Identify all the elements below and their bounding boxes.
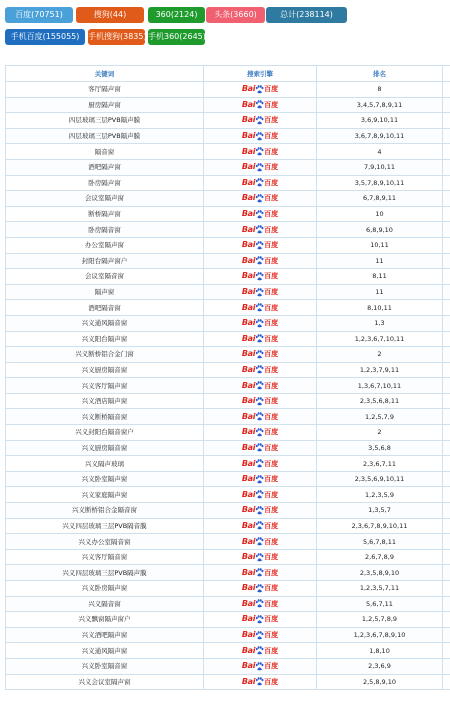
baidu-paw-icon [255, 257, 264, 265]
extra-cell [443, 269, 450, 285]
rank-cell: 3,4,5,7,8,9,11 [317, 97, 443, 113]
keyword-cell: 卧房隔音窗 [6, 222, 204, 238]
baidu-paw-icon [255, 116, 264, 124]
baidu-paw-icon [255, 397, 264, 405]
rank-cell: 3,5,6,8 [317, 440, 443, 456]
table-row [6, 206, 450, 222]
table-row [6, 643, 450, 659]
rank-cell: 3,6,9,10,11 [317, 113, 443, 129]
baidu-logo: Bai 百度 [241, 661, 279, 671]
baidu-logo: Bai 百度 [241, 131, 279, 141]
rank-cell: 1,3,5,7 [317, 503, 443, 519]
baidu-paw-icon [255, 678, 264, 686]
extra-cell [443, 315, 450, 331]
keyword-cell: 兴义卧室隔声窗 [6, 471, 204, 487]
extra-cell [443, 596, 450, 612]
rank-cell: 8,11 [317, 269, 443, 285]
extra-cell [443, 503, 450, 519]
engine-cell [204, 269, 317, 285]
filter-button[interactable]: 手机百度(155055) [5, 29, 85, 45]
keyword-cell: 四层玻璃三层PVB隔声膜 [6, 128, 204, 144]
baidu-paw-icon [255, 584, 264, 592]
engine-cell [204, 425, 317, 441]
extra-cell [443, 565, 450, 581]
engine-cell [204, 440, 317, 456]
extra-cell [443, 97, 450, 113]
extra-cell [443, 331, 450, 347]
engine-cell [204, 643, 317, 659]
extra-cell [443, 487, 450, 503]
rank-cell: 1,2,3,5,7,11 [317, 581, 443, 597]
table-row [6, 658, 450, 674]
extra-cell [443, 658, 450, 674]
baidu-paw-icon [255, 85, 264, 93]
table-row [6, 315, 450, 331]
engine-cell [204, 331, 317, 347]
baidu-logo: Bai 百度 [241, 255, 279, 265]
table-row [6, 487, 450, 503]
baidu-logo: Bai 百度 [241, 99, 279, 109]
engine-cell [204, 596, 317, 612]
baidu-logo: Bai 百度 [241, 209, 279, 219]
baidu-paw-icon [255, 366, 264, 374]
keyword-cell: 兴义飘窗隔声窗户 [6, 612, 204, 628]
filter-button[interactable]: 手机360(2645) [148, 29, 205, 45]
keyword-cell: 兴义酒店隔声窗 [6, 393, 204, 409]
baidu-logo: Bai 百度 [241, 645, 279, 655]
table-row [6, 534, 450, 550]
table-row [6, 97, 450, 113]
baidu-logo: Bai 百度 [241, 567, 279, 577]
rank-cell: 8 [317, 82, 443, 98]
table-row [6, 269, 450, 285]
keyword-cell: 酒吧隔音窗 [6, 300, 204, 316]
keyword-cell: 兴义断桥铝合金隔音窗 [6, 503, 204, 519]
table-row [6, 503, 450, 519]
keyword-cell: 兴义四层玻璃三层PVB隔声膜 [6, 565, 204, 581]
extra-cell [443, 222, 450, 238]
keyword-cell: 兴义会议室隔声窗 [6, 674, 204, 690]
engine-cell [204, 128, 317, 144]
extra-cell [443, 627, 450, 643]
rank-cell: 11 [317, 253, 443, 269]
keyword-ranking-table [5, 65, 450, 690]
keyword-cell: 兴义卧房隔声窗 [6, 581, 204, 597]
baidu-logo: Bai 百度 [241, 146, 279, 156]
extra-cell [443, 206, 450, 222]
table-row [6, 425, 450, 441]
keyword-cell: 兴义断桥隔音窗 [6, 409, 204, 425]
extra-cell [443, 128, 450, 144]
baidu-logo: Bai 百度 [241, 630, 279, 640]
baidu-logo: Bai 百度 [241, 676, 279, 686]
filter-button[interactable]: 总计(238114) [266, 7, 347, 23]
rank-cell: 1,2,3,6,7,8,9,10 [317, 627, 443, 643]
table-row [6, 612, 450, 628]
filter-button[interactable]: 360(2124) [148, 7, 205, 23]
engine-cell [204, 315, 317, 331]
keyword-ranking-table-container [5, 65, 450, 690]
engine-cell [204, 471, 317, 487]
extra-cell [443, 393, 450, 409]
extra-column-header [443, 66, 450, 82]
table-row [6, 518, 450, 534]
baidu-logo: Bai 百度 [241, 380, 279, 390]
rank-cell: 1,3,6,7,10,11 [317, 378, 443, 394]
extra-cell [443, 643, 450, 659]
engine-cell [204, 581, 317, 597]
keyword-cell: 兴义厨房隔音窗 [6, 362, 204, 378]
table-row [6, 347, 450, 363]
rank-cell: 2,3,5,6,8,11 [317, 393, 443, 409]
keyword-cell: 隔音窗 [6, 144, 204, 160]
extra-cell [443, 456, 450, 472]
baidu-paw-icon [255, 569, 264, 577]
rank-cell: 2,3,5,6,9,10,11 [317, 471, 443, 487]
engine-cell [204, 113, 317, 129]
table-row [6, 300, 450, 316]
keyword-cell: 兴义卧室隔音窗 [6, 658, 204, 674]
filter-button[interactable]: 百度(70751) [5, 7, 73, 23]
extra-cell [443, 237, 450, 253]
table-row [6, 440, 450, 456]
baidu-paw-icon [255, 194, 264, 202]
table-row [6, 378, 450, 394]
rank-cell: 1,3 [317, 315, 443, 331]
keyword-cell: 兴义封阳台隔音窗户 [6, 425, 204, 441]
engine-cell [204, 347, 317, 363]
extra-cell [443, 378, 450, 394]
engine-cell [204, 549, 317, 565]
table-row [6, 284, 450, 300]
baidu-paw-icon [255, 460, 264, 468]
baidu-paw-icon [255, 163, 264, 171]
table-row [6, 253, 450, 269]
baidu-logo: Bai 百度 [241, 489, 279, 499]
filter-button[interactable]: 手机搜狗(3835) [88, 29, 145, 45]
baidu-logo: Bai 百度 [241, 333, 279, 343]
baidu-paw-icon [255, 148, 264, 156]
baidu-paw-icon [255, 210, 264, 218]
rank-cell: 2,3,5,8,9,10 [317, 565, 443, 581]
table-row [6, 191, 450, 207]
baidu-logo: Bai 百度 [241, 364, 279, 374]
keyword-cell: 兴义四层玻璃三层PVB隔音膜 [6, 518, 204, 534]
keyword-cell: 隔声窗 [6, 284, 204, 300]
baidu-logo: Bai 百度 [241, 427, 279, 437]
extra-cell [443, 175, 450, 191]
extra-cell [443, 253, 450, 269]
table-row [6, 222, 450, 238]
table-row [6, 456, 450, 472]
keyword-cell: 兴义客厅隔声窗 [6, 378, 204, 394]
engine-cell [204, 144, 317, 160]
table-row [6, 331, 450, 347]
rank-cell: 2,6,7,8,9 [317, 549, 443, 565]
rank-cell: 11 [317, 284, 443, 300]
extra-cell [443, 82, 450, 98]
baidu-paw-icon [255, 631, 264, 639]
rank-cell: 8,10,11 [317, 300, 443, 316]
rank-cell: 5,6,7,11 [317, 596, 443, 612]
table-body [6, 82, 450, 690]
rank-cell: 5,6,7,8,11 [317, 534, 443, 550]
keyword-cell: 兴义厨房隔音窗 [6, 440, 204, 456]
table-row [6, 237, 450, 253]
baidu-logo: Bai 百度 [241, 583, 279, 593]
table-row [6, 393, 450, 409]
table-row [6, 596, 450, 612]
baidu-paw-icon [255, 241, 264, 249]
engine-cell [204, 159, 317, 175]
rank-cell: 1,2,3,6,7,10,11 [317, 331, 443, 347]
keyword-cell: 酒吧隔声窗 [6, 159, 204, 175]
baidu-paw-icon [255, 101, 264, 109]
keyword-cell: 兴义家庭隔声窗 [6, 487, 204, 503]
keyword-cell: 兴义断桥铝合金门窗 [6, 347, 204, 363]
baidu-paw-icon [255, 662, 264, 670]
baidu-logo: Bai 百度 [241, 84, 279, 94]
baidu-logo: Bai 百度 [241, 396, 279, 406]
baidu-paw-icon [255, 553, 264, 561]
rank-cell: 4 [317, 144, 443, 160]
extra-cell [443, 549, 450, 565]
keyword-cell: 会议室隔音窗 [6, 269, 204, 285]
engine-cell [204, 97, 317, 113]
filter-button[interactable]: 头条(3660) [206, 7, 265, 23]
table-header-row [6, 66, 450, 82]
keyword-cell: 封阳台隔声窗户 [6, 253, 204, 269]
baidu-logo: Bai 百度 [241, 411, 279, 421]
engine-cell [204, 674, 317, 690]
keyword-cell: 断桥隔声窗 [6, 206, 204, 222]
table-row [6, 674, 450, 690]
baidu-logo: Bai 百度 [241, 536, 279, 546]
keyword-column-header: 关键词 [6, 66, 204, 82]
engine-cell [204, 565, 317, 581]
baidu-logo: Bai 百度 [241, 177, 279, 187]
extra-cell [443, 409, 450, 425]
engine-cell [204, 300, 317, 316]
baidu-logo: Bai 百度 [241, 115, 279, 125]
rank-cell: 7,9,10,11 [317, 159, 443, 175]
extra-cell [443, 425, 450, 441]
baidu-paw-icon [255, 491, 264, 499]
keyword-cell: 兴义办公室隔音窗 [6, 534, 204, 550]
engine-cell [204, 82, 317, 98]
extra-cell [443, 440, 450, 456]
extra-cell [443, 113, 450, 129]
rank-column-header: 排名 [317, 66, 443, 82]
baidu-logo: Bai 百度 [241, 240, 279, 250]
keyword-cell: 厨房隔声窗 [6, 97, 204, 113]
baidu-logo: Bai 百度 [241, 193, 279, 203]
rank-cell: 10,11 [317, 237, 443, 253]
extra-cell [443, 518, 450, 534]
table-row [6, 409, 450, 425]
rank-cell: 1,8,10 [317, 643, 443, 659]
engine-cell [204, 175, 317, 191]
baidu-paw-icon [255, 615, 264, 623]
baidu-logo: Bai 百度 [241, 458, 279, 468]
keyword-cell: 兴义客厅隔音窗 [6, 549, 204, 565]
extra-cell [443, 674, 450, 690]
baidu-logo: Bai 百度 [241, 224, 279, 234]
extra-cell [443, 471, 450, 487]
baidu-paw-icon [255, 350, 264, 358]
rank-cell: 1,2,3,5,9 [317, 487, 443, 503]
rank-cell: 2,3,6,7,8,9,10,11 [317, 518, 443, 534]
baidu-logo: Bai 百度 [241, 271, 279, 281]
baidu-paw-icon [255, 272, 264, 280]
keyword-cell: 办公室隔声窗 [6, 237, 204, 253]
table-row [6, 128, 450, 144]
rank-cell: 2,3,6,7,11 [317, 456, 443, 472]
engine-cell [204, 658, 317, 674]
extra-cell [443, 362, 450, 378]
keyword-cell: 卧房隔声窗 [6, 175, 204, 191]
engine-cell [204, 362, 317, 378]
baidu-logo: Bai 百度 [241, 302, 279, 312]
table-row [6, 175, 450, 191]
baidu-logo: Bai 百度 [241, 552, 279, 562]
baidu-paw-icon [255, 304, 264, 312]
rank-cell: 2,5,8,9,10 [317, 674, 443, 690]
engine-cell [204, 222, 317, 238]
extra-cell [443, 534, 450, 550]
table-row [6, 549, 450, 565]
keyword-cell: 兴义阳台隔声窗 [6, 331, 204, 347]
table-row [6, 565, 450, 581]
baidu-logo: Bai 百度 [241, 520, 279, 530]
baidu-paw-icon [255, 179, 264, 187]
baidu-logo: Bai 百度 [241, 614, 279, 624]
table-row [6, 581, 450, 597]
keyword-cell: 兴义酒吧隔声窗 [6, 627, 204, 643]
extra-cell [443, 284, 450, 300]
table-row [6, 82, 450, 98]
baidu-paw-icon [255, 428, 264, 436]
rank-cell: 6,7,8,9,11 [317, 191, 443, 207]
engine-cell [204, 378, 317, 394]
engine-cell [204, 284, 317, 300]
extra-cell [443, 191, 450, 207]
table-row [6, 159, 450, 175]
extra-cell [443, 159, 450, 175]
rank-cell: 10 [317, 206, 443, 222]
baidu-logo: Bai 百度 [241, 598, 279, 608]
baidu-logo: Bai 百度 [241, 349, 279, 359]
rank-cell: 6,8,9,10 [317, 222, 443, 238]
table-row [6, 144, 450, 160]
engine-cell [204, 627, 317, 643]
engine-cell [204, 534, 317, 550]
table-row [6, 113, 450, 129]
rank-cell: 1,2,5,7,9 [317, 409, 443, 425]
baidu-logo: Bai 百度 [241, 474, 279, 484]
baidu-logo: Bai 百度 [241, 318, 279, 328]
extra-cell [443, 300, 450, 316]
baidu-paw-icon [255, 335, 264, 343]
extra-cell [443, 612, 450, 628]
rank-cell: 3,6,7,8,9,10,11 [317, 128, 443, 144]
baidu-logo: Bai 百度 [241, 162, 279, 172]
engine-cell [204, 487, 317, 503]
baidu-logo: Bai 百度 [241, 287, 279, 297]
keyword-cell: 会议室隔声窗 [6, 191, 204, 207]
engine-cell [204, 393, 317, 409]
engine-cell [204, 409, 317, 425]
engine-cell [204, 456, 317, 472]
baidu-paw-icon [255, 538, 264, 546]
table-row [6, 471, 450, 487]
baidu-paw-icon [255, 319, 264, 327]
rank-cell: 2 [317, 425, 443, 441]
keyword-cell: 兴义隔音窗 [6, 596, 204, 612]
baidu-paw-icon [255, 475, 264, 483]
extra-cell [443, 144, 450, 160]
filter-button[interactable]: 搜狗(44) [76, 7, 144, 23]
keyword-cell: 客厅隔声窗 [6, 82, 204, 98]
baidu-paw-icon [255, 413, 264, 421]
table-row [6, 362, 450, 378]
baidu-paw-icon [255, 647, 264, 655]
baidu-paw-icon [255, 506, 264, 514]
table-row [6, 627, 450, 643]
baidu-paw-icon [255, 382, 264, 390]
engine-cell [204, 191, 317, 207]
keyword-cell: 兴义通风隔声窗 [6, 643, 204, 659]
baidu-paw-icon [255, 522, 264, 530]
rank-cell: 2 [317, 347, 443, 363]
engine-column-header: 搜索引擎 [204, 66, 317, 82]
keyword-cell: 四层玻璃三层PVB隔声膜 [6, 113, 204, 129]
baidu-logo: Bai 百度 [241, 442, 279, 452]
rank-cell: 1,2,5,7,8,9 [317, 612, 443, 628]
extra-cell [443, 581, 450, 597]
engine-cell [204, 237, 317, 253]
engine-cell [204, 518, 317, 534]
baidu-paw-icon [255, 132, 264, 140]
rank-cell: 3,5,7,8,9,10,11 [317, 175, 443, 191]
baidu-paw-icon [255, 600, 264, 608]
extra-cell [443, 347, 450, 363]
rank-cell: 1,2,3,7,9,11 [317, 362, 443, 378]
baidu-paw-icon [255, 288, 264, 296]
baidu-paw-icon [255, 226, 264, 234]
engine-cell [204, 253, 317, 269]
engine-cell [204, 206, 317, 222]
engine-cell [204, 612, 317, 628]
keyword-cell: 兴义隔声玻璃 [6, 456, 204, 472]
keyword-cell: 兴义通风隔音窗 [6, 315, 204, 331]
rank-cell: 2,3,6,9 [317, 658, 443, 674]
baidu-paw-icon [255, 444, 264, 452]
engine-cell [204, 503, 317, 519]
baidu-logo: Bai 百度 [241, 505, 279, 515]
